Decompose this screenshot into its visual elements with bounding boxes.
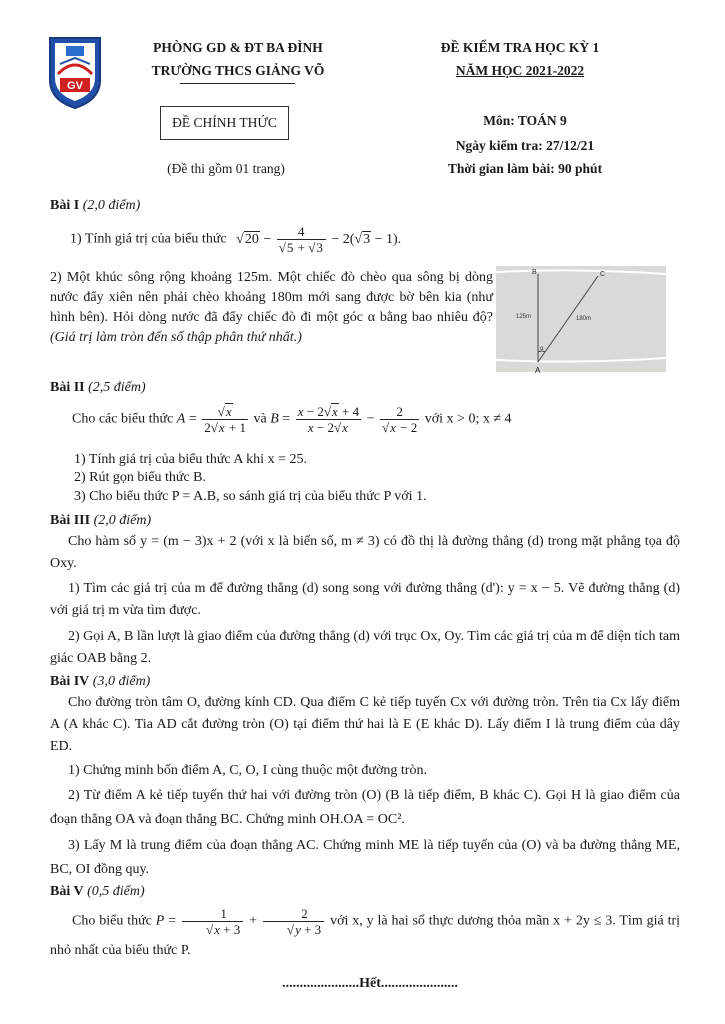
bai4-intro: Cho đường tròn tâm O, đường kính CD. Qua điểm C kẻ tiếp tuyến Cx với đường tròn. Trên tia Cx lấy điểm A (A khác C). Tia AD cắt đường tròn (O) tại điểm thứ hai là E (E khác D). Lấy điểm I là trung điểm của dây ED.	[50, 695, 680, 754]
school-logo	[46, 34, 104, 110]
svg-text:GV: GV	[67, 80, 83, 92]
bai2-expressions: Cho các biểu thức A = $\frac{√x}{2√x + 1}$ và B = $\frac{x - 2√x + 4}{x - 2√x}$ − $\frac{2}{√x - 2}$ với x > 0; x ≠ 4	[72, 404, 512, 435]
bai2-heading: Bài II (2,5 điểm)	[50, 380, 146, 395]
subject: Môn: TOÁN 9	[483, 113, 567, 128]
svg-text:B: B	[532, 269, 537, 276]
river-figure	[496, 266, 666, 372]
school-name: TRƯỜNG THCS GIẢNG VÕ	[151, 63, 325, 78]
official-label: ĐỀ CHÍNH THỨC	[160, 106, 289, 140]
exam-date: Ngày kiểm tra: 27/12/21	[455, 138, 595, 153]
bai4-heading: Bài IV (3,0 điểm)	[50, 674, 151, 689]
svg-text:C: C	[600, 271, 606, 278]
bai1-heading: Bài I (2,0 điểm)	[50, 198, 141, 213]
bai3-intro: Cho hàm số y = (m − 3)x + 2 (với x là biến số, m ≠ 3) có đồ thị là đường thẳng (d) trong mặt phẳng tọa độ Oxy.	[50, 534, 680, 571]
bai5-heading: Bài V (0,5 điểm)	[50, 884, 145, 899]
bai4-q1: 1) Chứng minh bốn điểm A, C, O, I cùng thuộc một đường tròn.	[68, 763, 427, 778]
river-point-a: A	[535, 366, 541, 375]
school-year: NĂM HỌC 2021-2022	[455, 63, 585, 78]
bai4-q3: 3) Lấy M là trung điểm của đoạn thẳng AC. Chứng minh ME là tiếp tuyến của (O) và ba đường thẳng ME, BC, OI đồng quy.	[50, 838, 680, 877]
department-name: PHÒNG GD & ĐT BA ĐÌNH	[153, 40, 323, 55]
pages-note: (Đề thi gồm 01 trang)	[167, 161, 285, 176]
end-marker: ......................Hết......................	[282, 976, 458, 991]
duration: Thời gian làm bài: 90 phút	[447, 161, 603, 176]
svg-text:125m: 125m	[516, 314, 532, 320]
bai3-heading: Bài III (2,0 điểm)	[50, 513, 152, 528]
bai3-q1: 1) Tìm các giá trị của m để đường thẳng (d) song song với đường thẳng (d'): y = x − 5. Vẽ đường thẳng (d) với giá trị m vừa tìm được.	[50, 581, 680, 618]
bai4-q2: 2) Từ điểm A kẻ tiếp tuyến thứ hai với đường tròn (O) (B là tiếp điểm, B khác C). Gọi H là giao điểm của đoạn thẳng OA và đoạn thẳng BC. Chứng minh OH.OA = OC².	[50, 788, 680, 827]
bai1-q1: 1) Tính giá trị của biểu thức √20 − $\frac{4}{√5 + √3}$ − 2(√3 − 1).	[70, 224, 402, 255]
bai5-body: Cho biểu thức P = $\frac{1}{√x + 3}$ + $\frac{2}{√y + 3}$ với x, y là hai số thực dương thỏa mãn x + 2y ≤ 3. Tìm giá trị nhỏ nhất của biểu thức P.	[50, 906, 681, 958]
bai2-q3: 3) Cho biểu thức P = A.B, so sánh giá trị của biểu thức P với 1.	[74, 489, 427, 504]
bai2-q2: 2) Rút gọn biểu thức B.	[74, 470, 207, 485]
school-underline	[180, 83, 295, 84]
bai3-q2: 2) Gọi A, B lần lượt là giao điểm của đường thẳng (d) với trục Ox, Oy. Tìm các giá trị của m để diện tích tam giác OAB bằng 2.	[50, 629, 681, 666]
bai1-q2: 2) Một khúc sông rộng khoảng 125m. Một chiếc đò chèo qua sông bị dòng nước đẩy xiên nên phải chèo khoảng 180m mới sang được bờ bên kia (như hình bên). Hỏi dòng nước đã đẩy chiếc đò đi một góc α bằng bao nhiêu độ? (Giá trị làm tròn đến số thập phân thứ nhất.)	[50, 270, 493, 345]
svg-text:α: α	[540, 346, 544, 352]
svg-text:180m: 180m	[576, 316, 592, 322]
bai2-q1: 1) Tính giá trị của biểu thức A khi x = 25.	[74, 452, 307, 467]
bai1-expression: √20 − $\frac{4}{√5 + √3}$ − 2(√3 − 1).	[236, 224, 402, 255]
exam-title: ĐỀ KIỂM TRA HỌC KỲ 1	[440, 40, 600, 55]
